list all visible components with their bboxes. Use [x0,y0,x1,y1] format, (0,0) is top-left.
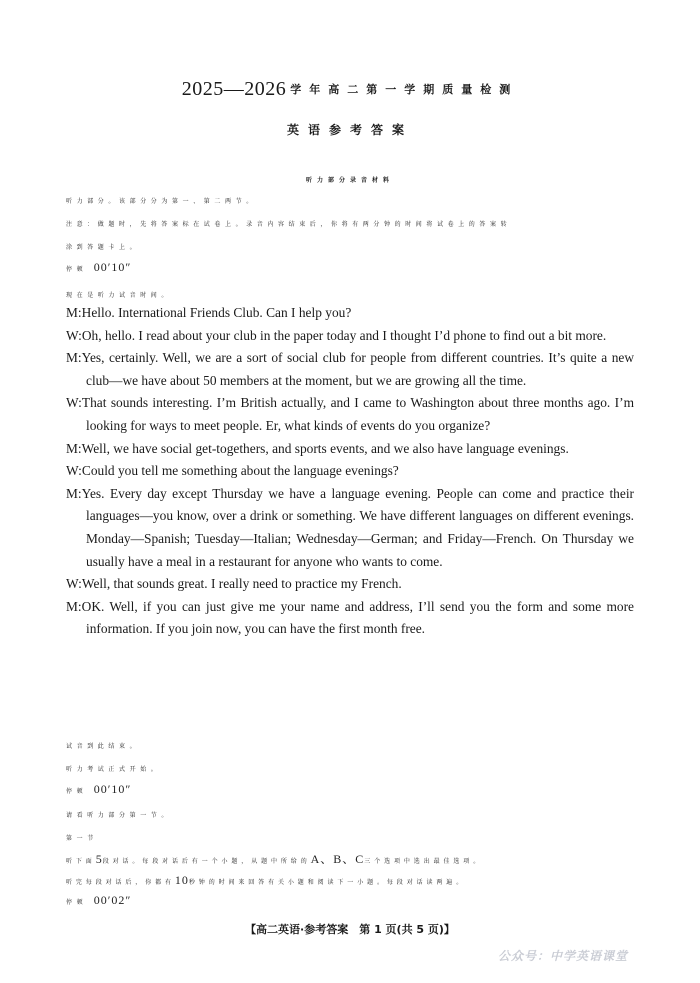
pause-label: 停顿 [66,899,88,906]
speaker-label: W [66,327,79,343]
page-footer: 【高二英语·参考答案 第 1 页(共 5 页)】 [245,923,455,936]
speaker-label: M [66,485,78,501]
dialogue-transcript [66,302,634,641]
listen-part-line: 请看听力部分第一节。 [66,812,173,819]
speaker-label: M [66,305,78,320]
section-heading: 听力部分录音材料 [305,177,394,184]
dialogue-text: OK. Well, if you can just give me your name and address, I’ll send you the form and some more information. If you join now, you can have the first month free. [81,598,634,637]
title-text: 学年高二第一学期质量检测 [290,83,519,96]
test-end-line: 试音到此结束。 [66,743,141,750]
dialogue-line: W:Oh, hello. I read about your club in the paper today and I thought I’d phone to find out a bit more. [66,327,607,343]
instruction-line-2 [66,873,466,888]
document-subtitle: 英语参考答案 [286,123,413,137]
pause-line-2 [66,782,131,797]
speaker-label: W [66,395,79,411]
document-title [0,78,700,101]
watermark: 公众号：中学英语课堂 [498,949,629,963]
pause-line-1 [66,260,131,275]
instruction-number: 5 [95,852,103,866]
speaker-label: M [66,598,78,614]
instruction-line-1 [66,850,483,867]
speaker-label: M [66,350,78,366]
pause-time: 00′02″ [93,893,132,907]
dialogue-text: Could you tell me something about the language evenings? [81,463,399,479]
dialogue-line: M:Well, we have social get-togethers, and sports events, and we also have language evenings. [66,440,569,456]
pause-line-3 [66,893,131,908]
pause-label: 停顿 [66,788,88,795]
dialogue-text: Yes, certainly. Well, we are a sort of social club for people from different countries. It’s quite a new club—we have about 50 members at the moment, but we are growing all the time. [81,350,634,388]
intro-line-1: 听力部分。该部分分为第一、第二两节。 [66,198,257,205]
speaker-label: W [66,576,79,592]
dialogue-line: W:That sounds interesting. I’m British actually, and I came to Washington about three months ago. I’m looking for ways to meet people. Er, what kinds of events do you organize? [66,395,634,433]
dialogue-text: Well, that sounds great. I really need to practice my French. [81,576,402,592]
instruction-text: 段对话。每段对话后有一个小题，从题中所给的 [102,858,311,865]
test-start-line: 听力考试正式开始。 [66,766,162,773]
dialogue-line: M:Yes. Every day except Thursday we have a language evening. People can come and practice their languages—you know, over a drink or something. We have different languages on different evenings. Monday—Spanish; Tuesday—Italian; Wednesday—German; and Friday—French. On Thursday we usually have a meal in a restaurant for anyone who wants to come. [66,485,634,569]
dialogue-line: W:Could you tell me something about the language evenings? [66,463,399,479]
dialogue-line: W:Well, that sounds great. I really need to practice my French. [66,576,402,592]
pause-time: 00′10″ [93,260,132,274]
dialogue-text: Hello. International Friends Club. Can I help you? [81,305,352,320]
dialogue-text: That sounds interesting. I’m British actually, and I came to Washington about three months ago. I’m looking for ways to meet people. Er, what kinds of events do you organize? [81,395,634,433]
instruction-text: 听完每段对话后，你都有 [66,879,175,886]
sound-check-line: 现在是听力试音时间。 [66,292,173,299]
instruction-options: A、B、C [310,852,365,866]
intro-line-3: 涂到答题卡上。 [66,244,141,251]
speaker-label: M [66,440,78,456]
title-years: 2025—2026 [181,78,287,100]
instruction-text: 三个选项中选出最佳选项。 [364,858,484,865]
part-one-label: 第一节 [66,835,98,842]
pause-label: 停顿 [66,266,88,273]
instruction-text: 秒钟的时间来回答有关小题和阅读下一小题。每段对话读两遍。 [188,879,467,886]
pause-time: 00′10″ [93,782,132,796]
instruction-number: 10 [174,873,189,887]
dialogue-line: M:OK. Well, if you can just give me your name and address, I’ll send you the form and some more information. If you join now, you can have the first month free. [66,598,634,637]
dialogue-line: M:Yes, certainly. Well, we are a sort of social club for people from different countries. It’s quite a new club—we have about 50 members at the moment, but we are growing all the time. [66,350,634,388]
dialogue-text: Yes. Every day except Thursday we have a language evening. People can come and practice their languages—you know, over a drink or something. We have different languages on different evenings. Monday—Spanish; Tuesday—Italian; Wednesday—German; and Friday—French. On Thursday we usually have a meal in a restaurant for anyone who wants to come. [81,485,634,569]
speaker-label: W [66,463,79,479]
dialogue-text: Oh, hello. I read about your club in the paper today and I thought I’d phone to find out a bit more. [81,327,607,343]
dialogue-line: M:Hello. International Friends Club. Can I help you? [66,305,352,320]
intro-line-2: 注意：做题时，先将答案标在试卷上。录音内容结束后，你将有两分钟的时间将试卷上的答案转 [66,221,512,228]
dialogue-text: Well, we have social get-togethers, and sports events, and we also have language evenings. [81,440,569,456]
instruction-text: 听下面 [66,858,96,865]
